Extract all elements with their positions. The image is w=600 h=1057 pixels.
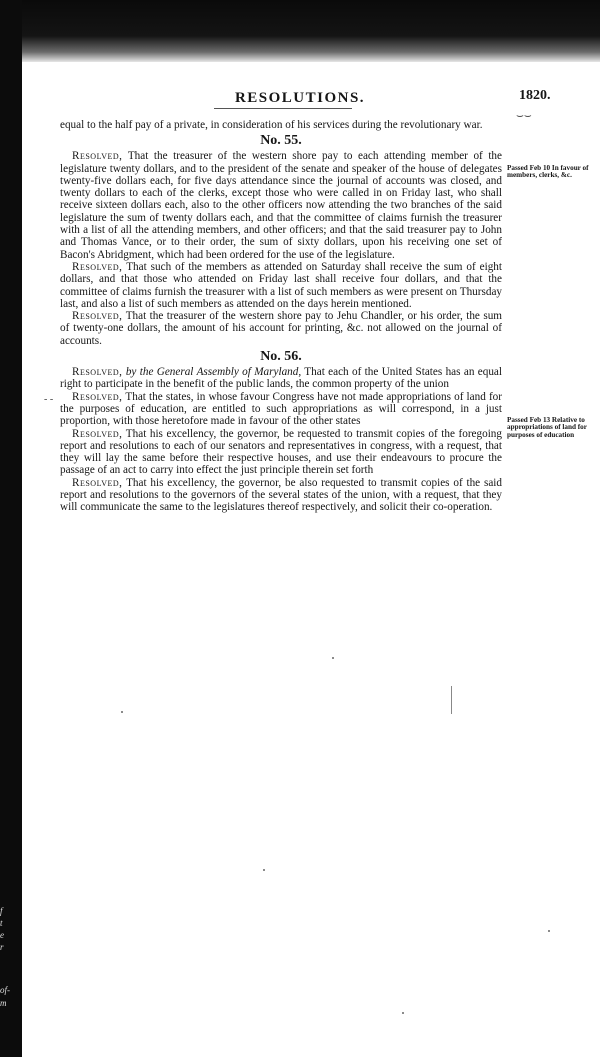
assembly-phrase: by the General Assembly of Maryland, <box>122 366 302 379</box>
resolved-lead: Resolved, <box>72 260 123 273</box>
scan-speck <box>121 711 123 713</box>
title-rule <box>214 108 352 109</box>
resolution-text: That his excellency, the governor, be also requested to transmit copies of the said report and resolutions to the governors of the several states of the union, with a request, that they will communicate the same to the legislatures thereof respectively, and solicit their co-operation. <box>60 476 502 514</box>
scan-speck <box>548 930 550 932</box>
scan-top-band <box>22 0 600 62</box>
resolution-text: That the states, in whose favour Congress have not made appropriations of land for the purposes of education, are entitled to such appropriations as will correspond, in a just proportion, with those heretofore made in favour of the other states <box>60 390 502 428</box>
resolved-lead: Resolved, <box>72 366 123 379</box>
margin-fragment: r <box>0 942 4 952</box>
scan-speck <box>402 1012 404 1014</box>
resolution-text: That his excellency, the governor, be requested to transmit copies of the foregoing report and resolutions to each of our senators and representatives in congress, with a request, that they will lay the same before their respective houses, and use their endeavours to procure the passage of an act to carry into effect the just principle therein set forth <box>60 427 502 477</box>
continued-paragraph: equal to the half pay of a private, in consideration of his services during the revolutionary war. <box>60 119 483 131</box>
margin-fragment: t <box>0 918 3 928</box>
scan-mark <box>451 686 452 714</box>
scan-left-edge <box>0 0 22 1057</box>
margin-fragment: m <box>0 998 7 1008</box>
resolution-number-56: No. 56. <box>260 349 302 365</box>
resolution-text: That each of the United States has an equal right to participate in the benefit of the public lands, the common property of the union <box>60 366 502 391</box>
resolution-paragraph <box>60 391 502 428</box>
resolved-lead: Resolved, <box>72 427 123 440</box>
side-note-56: Passed Feb 13 Relative to appropriations of land for purposes of education <box>507 416 587 439</box>
side-note-55: Passed Feb 10 In favour of members, clerks, &c. <box>507 164 589 180</box>
resolution-paragraph <box>60 261 502 310</box>
resolution-paragraph <box>60 150 502 261</box>
resolution-paragraph <box>60 366 502 391</box>
resolution-text: That the treasurer of the western shore pay to Jehu Chandler, or his order, the sum of twenty-one dollars, the amount of his account for printing, &c. not allowed on the journal of accounts. <box>60 310 502 347</box>
page-body <box>60 119 502 514</box>
scan-speck <box>332 657 334 659</box>
page-title: RESOLUTIONS. <box>234 90 366 106</box>
resolution-paragraph <box>60 477 502 514</box>
resolution-paragraph <box>60 428 502 477</box>
margin-fragment: f <box>0 906 3 916</box>
page-year: 1820. <box>519 88 551 103</box>
resolution-number-55: No. 55. <box>260 133 302 149</box>
margin-fragment: e <box>0 930 4 940</box>
resolution-text: That such of the members as attended on Saturday shall receive the sum of eight dollars, and that those who attended on Friday last shall receive four dollars, and that the committee of claims furnish the treasurer with a list of such members as were present on Thursday last, and also a list of such members as attended on the days herein mentioned. <box>60 260 502 310</box>
resolved-lead: Resolved, <box>72 476 123 489</box>
year-flourish: ⌣⌣ <box>516 108 532 122</box>
scan-speck <box>263 869 265 871</box>
resolution-text: That the treasurer of the western shore pay to each attending member of the legislature twenty dollars, and to the president of the senate and speaker of the house of delegates twenty-five dollars each, for five days attendance since the journal of accounts was closed, and twenty dollars to each of the clerks, except those who were called in on Friday last, who shall receive sixteen dollars each, also to the other officers now attending the two branches of the said legislature the sum of twenty dollars each, and that the committee of claims furnish the treasurer with a list of all the attending members, and other officers; and that the said treasurer pay to John and Thomas Vance, or to their order, the sum of sixty dollars, upon his receiving one set of Bacon's Abridgment, which had been ordered for the use of the legislature. <box>60 150 502 261</box>
resolution-paragraph <box>60 310 502 347</box>
margin-fragment: of- <box>0 985 10 995</box>
resolved-lead: Resolved, <box>72 310 123 323</box>
stray-mark: - - <box>44 394 54 405</box>
resolved-lead: Resolved, <box>72 390 123 403</box>
resolved-lead: Resolved, <box>72 150 123 163</box>
